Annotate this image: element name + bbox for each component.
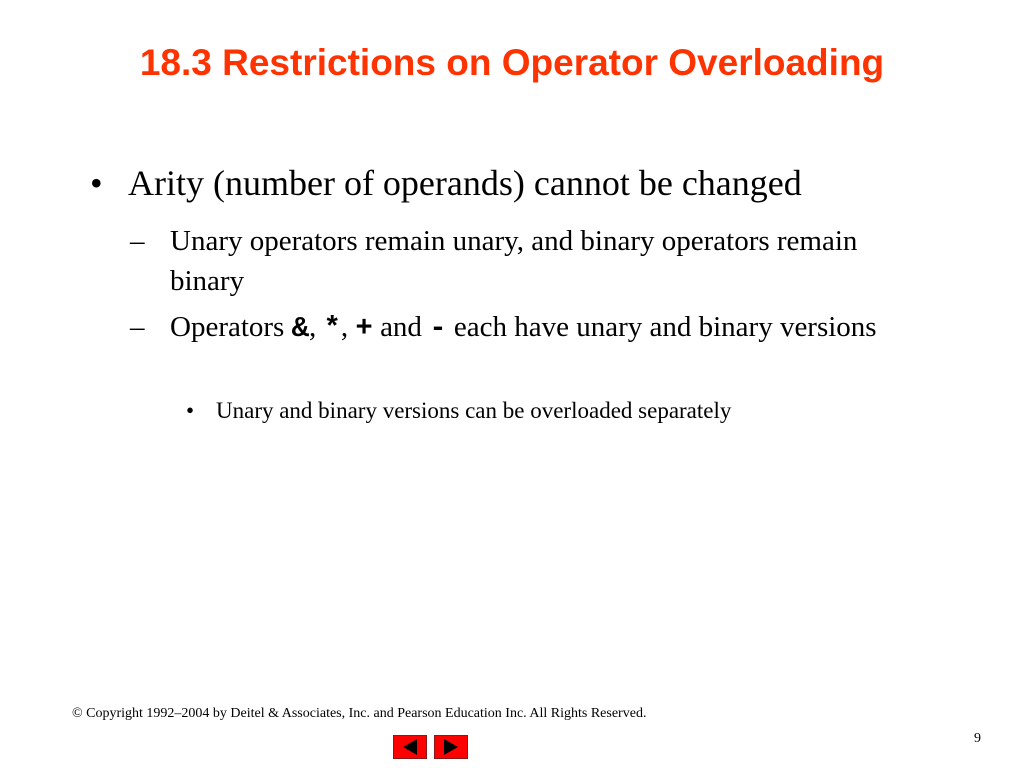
page-number: 9 xyxy=(974,731,981,746)
sub-sub-bullet-text: Unary and binary versions can be overloaded separately xyxy=(216,398,732,423)
operator-ampersand: & xyxy=(291,312,309,345)
dash-marker: – xyxy=(130,311,145,343)
dash-marker: – xyxy=(130,225,145,257)
slide-title: 18.3 Restrictions on Operator Overloading xyxy=(139,42,885,83)
bullet-text: Arity (number of operands) cannot be changed xyxy=(128,163,802,203)
previous-slide-button[interactable] xyxy=(393,735,427,759)
operator-asterisk: * xyxy=(323,312,341,345)
operators-suffix: each have unary and binary versions xyxy=(446,311,877,343)
right-arrow-icon xyxy=(435,736,467,758)
copyright-notice: © Copyright 1992–2004 by Deitel & Associates, Inc. and Pearson Education Inc. All Rights Reserved. xyxy=(72,706,647,721)
operator-minus: - xyxy=(429,312,447,345)
separator: , xyxy=(309,311,324,343)
bullet-marker: • xyxy=(186,398,195,423)
left-arrow-icon xyxy=(394,736,426,758)
separator: , xyxy=(340,311,356,343)
operator-plus: + xyxy=(355,312,373,345)
sub-bullet-text xyxy=(170,307,910,349)
operators-prefix: Operators xyxy=(170,311,292,343)
bullet-marker: • xyxy=(90,163,103,203)
sub-bullet-text: Unary operators remain unary, and binary operators remain binary xyxy=(170,225,858,297)
separator: and xyxy=(372,311,430,343)
next-slide-button[interactable] xyxy=(434,735,468,759)
